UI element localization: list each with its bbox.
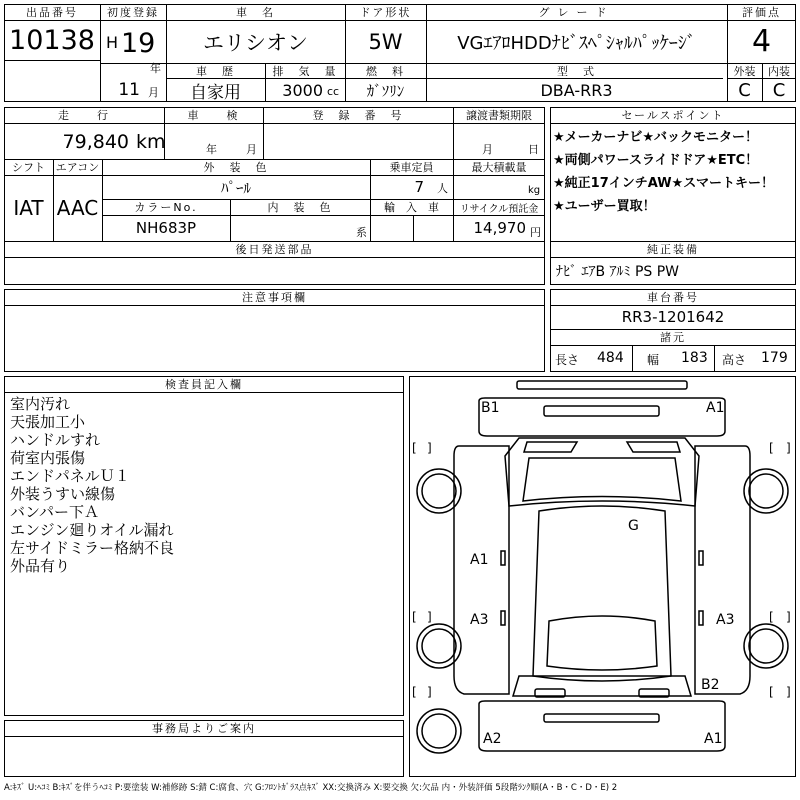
inspection-year-unit: 年 xyxy=(206,143,217,156)
sales-point-3: ★純正17インチAW★スマートキー！ xyxy=(553,176,774,191)
reg-no-label: 登 録 番 号 xyxy=(312,109,404,122)
car-outline-svg xyxy=(409,376,796,777)
car-name-label: 車 名 xyxy=(236,6,275,19)
inspector-note-3: ハンドルすれ xyxy=(10,431,101,449)
lot-no-label: 出品番号 xyxy=(26,6,78,19)
inspector-note-4: 荷室内張傷 xyxy=(10,449,86,467)
color-label: 外 装 色 xyxy=(203,161,269,174)
shift-label: シフト xyxy=(12,161,45,174)
inspector-label: 検査員記入欄 xyxy=(165,378,243,391)
first-reg-month: 11 xyxy=(118,80,140,100)
inspection-label: 車 検 xyxy=(187,109,240,122)
model-code-value: DBA-RR3 xyxy=(540,80,613,100)
door-value: 5W xyxy=(368,29,403,54)
score-label: 評価点 xyxy=(742,6,781,19)
svg-text:[: [ xyxy=(412,685,417,699)
first-reg-year-unit: 年 xyxy=(150,62,161,75)
exterior-grade-label: 外装 xyxy=(733,64,756,78)
mark-a1-top: A1 xyxy=(706,400,725,416)
first-reg-label: 初度登録 xyxy=(107,6,159,19)
mark-a3-left: A3 xyxy=(470,612,489,628)
inspector-note-8: エンジン廻りオイル漏れ xyxy=(10,521,174,539)
inspector-note-2: 天張加工小 xyxy=(10,413,86,431)
displacement-unit: cc xyxy=(327,84,340,98)
mark-a2: A2 xyxy=(483,731,502,747)
office-label: 事務局よりご案内 xyxy=(152,722,256,735)
svg-text:[: [ xyxy=(412,610,417,624)
svg-text:[: [ xyxy=(412,441,417,455)
mark-a1-left: A1 xyxy=(470,552,489,568)
inspector-note-10: 外品有り xyxy=(10,557,71,575)
car-name-value: エリシオン xyxy=(203,30,308,55)
interior-grade-value: C xyxy=(772,79,786,101)
color-no-value: NH683P xyxy=(135,219,197,237)
aircon-label: エアコン xyxy=(55,161,100,174)
grade-label: グレード xyxy=(538,6,615,19)
recycle-unit: 円 xyxy=(530,226,541,239)
equipment-label: 純正装備 xyxy=(647,243,699,256)
recycle-value: 14,970 xyxy=(473,219,526,237)
max-load-unit: kg xyxy=(528,184,541,196)
mark-a1-bottom: A1 xyxy=(704,731,723,747)
sales-points-label: セールスポイント xyxy=(621,109,725,122)
capacity-unit: 人 xyxy=(437,182,448,195)
svg-text:]: ] xyxy=(786,610,791,624)
interior-grade-label: 内装 xyxy=(768,64,790,78)
color-value: ﾊﾟｰﾙ xyxy=(220,178,251,197)
later-parts-label: 後日発送部品 xyxy=(235,243,314,256)
capacity-label: 乗車定員 xyxy=(389,161,434,174)
svg-text:]: ] xyxy=(786,685,791,699)
history-value: 自家用 xyxy=(190,82,241,103)
dims-length-value: 484 xyxy=(597,350,624,366)
capacity-value: 7 xyxy=(414,178,424,196)
svg-text:[: [ xyxy=(769,685,774,699)
mileage-value: 79,840 xyxy=(62,131,129,153)
dims-width-label: 幅 xyxy=(647,352,660,367)
transfer-doc-day-unit: 日 xyxy=(528,143,539,156)
max-load-label: 最大積載量 xyxy=(471,161,527,174)
svg-text:]: ] xyxy=(786,441,791,455)
first-reg-month-unit: 月 xyxy=(148,86,159,99)
inspector-note-1: 室内汚れ xyxy=(10,395,71,413)
mark-g: G xyxy=(628,518,639,534)
inspector-note-5: エンドパネルＵ１ xyxy=(10,467,130,485)
dims-height-label: 高さ xyxy=(722,352,747,367)
sales-point-2: ★両側パワースライドドア★ETC！ xyxy=(553,153,759,168)
mark-a3-right: A3 xyxy=(716,612,735,628)
transfer-doc-month-unit: 月 xyxy=(482,143,493,156)
inspector-note-7: バンパー下Ａ xyxy=(10,503,99,521)
mark-b1: B1 xyxy=(481,400,500,416)
dims-height-value: 179 xyxy=(761,350,788,366)
legend-text: A:ｷｽﾞ U:ﾍｺﾐ B:ｷｽﾞを伴うﾍｺﾐ P:要塗装 W:補修跡 S:錆 C:腐食、穴 G:ﾌﾛﾝﾄｶﾞﾗｽ点ｷｽﾞ XX:交換済み X:要交換 欠:欠品 内・外装評価 5段階ﾗﾝｸ順(A・B・C・D・E) 2 xyxy=(4,783,618,793)
first-reg-era: H xyxy=(106,32,119,52)
svg-text:]: ] xyxy=(427,441,432,455)
inspection-month-unit: 月 xyxy=(246,143,257,156)
shift-value: IAT xyxy=(13,196,44,220)
displacement-value: 3000 xyxy=(282,80,323,100)
color-no-label: カラーNo. xyxy=(134,201,198,214)
equipment-value: ﾅﾋﾞ ｴｱB ｱﾙﾐ PS PW xyxy=(556,264,680,280)
notes-label: 注意事項欄 xyxy=(242,291,307,304)
int-color-label: 内 装 色 xyxy=(267,201,333,214)
fuel-label: 燃 料 xyxy=(366,64,405,78)
exterior-grade-value: C xyxy=(738,79,751,101)
transfer-doc-label: 譲渡書類期限 xyxy=(466,109,532,122)
score-value: 4 xyxy=(751,24,772,59)
svg-text:[: [ xyxy=(769,441,774,455)
dims-label: 諸元 xyxy=(660,331,686,344)
grade-value: VGｴｱﾛHDDﾅﾋﾞｽﾍﾟｼｬﾙﾊﾟｯｹｰｼﾞ xyxy=(457,32,696,54)
dims-width-value: 183 xyxy=(681,350,708,366)
svg-text:[: [ xyxy=(769,610,774,624)
aircon-value: AAC xyxy=(56,196,99,220)
sales-point-4: ★ユーザー買取！ xyxy=(553,199,656,214)
sales-point-1: ★メーカーナビ★バックモニター！ xyxy=(553,130,759,145)
fuel-value: ｶﾞｿﾘﾝ xyxy=(366,81,405,100)
car-diagram xyxy=(409,376,796,777)
history-label: 車 歴 xyxy=(196,64,235,78)
displacement-label: 排 気 量 xyxy=(272,64,338,78)
svg-text:]: ] xyxy=(427,610,432,624)
door-label: ドア形状 xyxy=(359,6,412,19)
int-color-unit: 系 xyxy=(356,226,367,239)
dims-length-label: 長さ xyxy=(555,352,580,367)
mileage-unit: km xyxy=(136,131,166,153)
first-reg-year: 19 xyxy=(121,27,156,59)
mark-b2: B2 xyxy=(701,677,720,693)
model-code-label: 型 式 xyxy=(557,64,596,78)
inspector-note-6: 外装うすい線傷 xyxy=(10,485,116,503)
recycle-label: リサイクル預託金 xyxy=(459,203,539,215)
mileage-label: 走 行 xyxy=(58,109,110,122)
chassis-value: RR3-1201642 xyxy=(621,308,725,326)
import-label: 輸 入 車 xyxy=(384,201,439,214)
svg-text:]: ] xyxy=(427,685,432,699)
lot-no-value: 10138 xyxy=(9,24,95,56)
chassis-label: 車台番号 xyxy=(647,291,699,304)
inspector-note-9: 左サイドミラー格納不良 xyxy=(10,539,174,557)
